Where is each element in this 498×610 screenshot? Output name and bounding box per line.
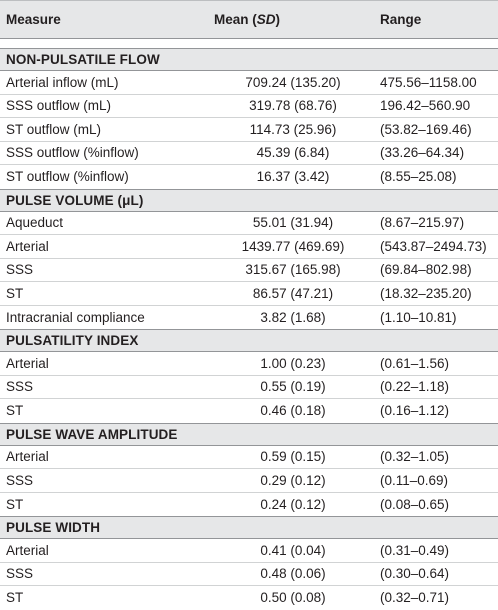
measure-cell: SSS <box>6 379 34 395</box>
table-row <box>0 306 498 330</box>
table-row <box>0 493 498 517</box>
header-mean <box>212 12 380 27</box>
measure-cell: Arterial <box>6 542 49 558</box>
mean-cell: 0.24 (0.12) <box>260 496 326 512</box>
range-cell: (0.30–0.64) <box>380 566 450 582</box>
section-title: NON-PULSATILE FLOW <box>0 48 498 71</box>
measure-cell: ST outflow (%inflow) <box>6 169 129 185</box>
range-cell: (53.82–169.46) <box>380 121 472 137</box>
table-row <box>0 235 498 259</box>
header-mean-sd: SD <box>256 12 276 27</box>
range-cell: (33.26–64.34) <box>380 145 465 161</box>
range-cell: (0.16–1.12) <box>380 403 450 419</box>
section-title: PULSE WAVE AMPLITUDE <box>0 423 498 446</box>
range-cell: (18.32–235.20) <box>380 285 472 301</box>
header-mean-suffix: ) <box>275 12 281 27</box>
measure-cell: SSS outflow (%inflow) <box>6 145 139 161</box>
table-row <box>0 446 498 470</box>
mean-cell: 86.57 (47.21) <box>252 285 334 301</box>
mean-cell: 114.73 (25.96) <box>249 121 337 137</box>
table-row <box>0 259 498 283</box>
measure-cell: SSS <box>6 472 34 488</box>
table-row <box>0 563 498 587</box>
range-cell: (0.61–1.56) <box>380 355 450 371</box>
measure-cell: Arterial inflow (mL) <box>6 74 119 90</box>
table-row <box>0 539 498 563</box>
range-cell: (0.08–0.65) <box>380 496 450 512</box>
section-title: PULSE WIDTH <box>0 516 498 539</box>
table-row <box>0 142 498 166</box>
mean-cell: 16.37 (3.42) <box>256 169 330 185</box>
header-range: Range <box>380 12 422 27</box>
measure-cell: Arterial <box>6 355 49 371</box>
range-cell: (0.11–0.69) <box>380 472 449 488</box>
table-row <box>0 586 498 610</box>
table-body <box>0 39 498 610</box>
range-cell: (543.87–2494.73) <box>380 238 487 254</box>
range-cell: (1.10–10.81) <box>380 309 457 325</box>
mean-cell: 0.50 (0.08) <box>260 590 326 606</box>
measure-cell: Intracranial compliance <box>6 309 145 325</box>
measure-cell: ST <box>6 590 24 606</box>
measure-cell: SSS outflow (mL) <box>6 98 112 114</box>
mean-cell: 3.82 (1.68) <box>260 309 326 325</box>
table-row <box>0 165 498 189</box>
mean-cell: 0.29 (0.12) <box>260 472 326 488</box>
measure-cell: Aqueduct <box>6 215 64 231</box>
measure-cell: ST <box>6 403 24 419</box>
measure-cell: ST <box>6 496 24 512</box>
table-row <box>0 376 498 400</box>
range-cell: (8.55–25.08) <box>380 169 457 185</box>
range-cell: (0.22–1.18) <box>380 379 450 395</box>
mean-cell: 709.24 (135.20) <box>245 74 341 90</box>
range-cell: (69.84–802.98) <box>380 262 472 278</box>
range-cell: (8.67–215.97) <box>380 215 465 231</box>
measure-cell: ST <box>6 285 24 301</box>
table-row <box>0 352 498 376</box>
mean-cell: 1.00 (0.23) <box>260 355 326 371</box>
mean-cell: 319.78 (68.76) <box>249 98 337 114</box>
measure-cell: Arterial <box>6 238 49 254</box>
measure-cell: ST outflow (mL) <box>6 121 102 137</box>
mean-cell: 315.67 (165.98) <box>245 262 341 278</box>
header-mean-prefix: Mean ( <box>214 12 257 27</box>
table-row <box>0 212 498 236</box>
mean-cell: 1439.77 (469.69) <box>241 238 345 254</box>
range-cell: (0.32–0.71) <box>380 590 450 606</box>
table-row <box>0 399 498 423</box>
table-row <box>0 71 498 95</box>
range-cell: (0.32–1.05) <box>380 449 450 465</box>
header-measure: Measure <box>6 12 61 27</box>
table-row <box>0 282 498 306</box>
mean-cell: 0.55 (0.19) <box>260 379 326 395</box>
mean-cell: 55.01 (31.94) <box>252 215 334 231</box>
table-row <box>0 118 498 142</box>
measure-cell: SSS <box>6 566 34 582</box>
table-header <box>0 0 498 39</box>
mean-cell: 0.48 (0.06) <box>260 566 326 582</box>
range-cell: (0.31–0.49) <box>380 542 450 558</box>
mean-cell: 45.39 (6.84) <box>256 145 330 161</box>
section-title: PULSE VOLUME (μL) <box>0 189 498 212</box>
mean-cell: 0.41 (0.04) <box>260 542 326 558</box>
section-gap <box>0 39 498 48</box>
mean-cell: 0.59 (0.15) <box>260 449 326 465</box>
table-row <box>0 469 498 493</box>
measure-cell: SSS <box>6 262 34 278</box>
range-cell: 475.56–1158.00 <box>380 74 477 90</box>
range-cell: 196.42–560.90 <box>380 98 471 114</box>
section-title: PULSATILITY INDEX <box>0 329 498 352</box>
table-row <box>0 95 498 119</box>
mean-cell: 0.46 (0.18) <box>260 403 326 419</box>
measure-cell: Arterial <box>6 449 49 465</box>
